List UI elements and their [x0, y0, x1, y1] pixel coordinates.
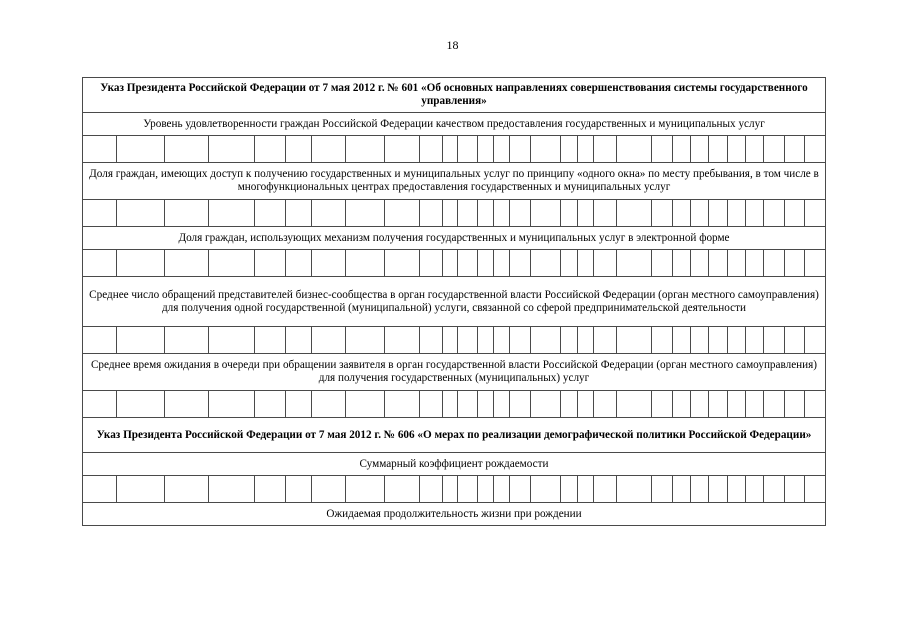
empty-cell	[443, 476, 458, 502]
empty-cell	[458, 476, 477, 502]
empty-cell	[286, 200, 312, 226]
empty-cell	[652, 476, 673, 502]
empty-cell	[510, 476, 531, 502]
empty-cells	[83, 391, 825, 417]
empty-cell	[286, 136, 312, 162]
empty-cell	[578, 200, 594, 226]
empty-cell	[785, 476, 805, 502]
empty-cell	[346, 327, 385, 353]
empty-cell	[165, 476, 209, 502]
empty-cell	[312, 136, 346, 162]
empty-cell	[691, 200, 709, 226]
empty-cell	[478, 250, 494, 276]
empty-cell	[458, 136, 477, 162]
empty-cell	[443, 250, 458, 276]
empty-cell	[286, 327, 312, 353]
empty-data-row	[83, 136, 826, 163]
empty-cell	[785, 391, 805, 417]
empty-cell	[458, 250, 477, 276]
indicator-life-expectancy: Ожидаемая продолжительность жизни при рождении	[83, 503, 826, 526]
empty-cell	[578, 136, 594, 162]
empty-cell	[443, 391, 458, 417]
empty-cell	[209, 136, 255, 162]
empty-cell	[594, 391, 617, 417]
empty-cell	[510, 391, 531, 417]
empty-cell	[209, 391, 255, 417]
empty-cells	[83, 200, 825, 226]
empty-cell	[286, 250, 312, 276]
empty-cells	[83, 476, 825, 502]
empty-cell	[764, 200, 784, 226]
empty-cell	[673, 391, 691, 417]
empty-cell	[617, 250, 652, 276]
empty-cell	[385, 136, 419, 162]
empty-cell	[594, 136, 617, 162]
empty-cell	[805, 391, 825, 417]
empty-cell	[346, 200, 385, 226]
empty-cell	[652, 250, 673, 276]
empty-cell	[709, 327, 728, 353]
empty-cell	[673, 327, 691, 353]
empty-cell	[746, 327, 765, 353]
empty-cell	[478, 136, 494, 162]
empty-cell	[443, 327, 458, 353]
empty-cell	[83, 250, 117, 276]
empty-cell	[312, 476, 346, 502]
empty-cell	[673, 476, 691, 502]
empty-cell	[578, 327, 594, 353]
empty-cell	[561, 327, 578, 353]
empty-cell	[494, 250, 510, 276]
empty-cell	[728, 250, 746, 276]
empty-cell	[561, 250, 578, 276]
empty-data-row	[83, 391, 826, 418]
empty-cells	[83, 327, 825, 353]
empty-cell	[165, 327, 209, 353]
empty-data-row	[83, 327, 826, 354]
empty-cell	[165, 391, 209, 417]
empty-cell	[420, 136, 444, 162]
indicator-queue-time: Среднее время ожидания в очереди при обращении заявителя в орган государственной власти Российской Федерации (орган местного самоуправления) для получения государственных (муниципальных) услуг	[83, 354, 826, 391]
empty-cell	[165, 136, 209, 162]
empty-cell	[561, 136, 578, 162]
empty-cell	[764, 391, 784, 417]
empty-cell	[691, 136, 709, 162]
empty-cell	[561, 200, 578, 226]
empty-cell	[478, 391, 494, 417]
empty-cell	[652, 391, 673, 417]
empty-cell	[494, 327, 510, 353]
empty-cell	[746, 136, 765, 162]
empty-cell	[785, 136, 805, 162]
empty-cell	[420, 250, 444, 276]
empty-cell	[673, 250, 691, 276]
empty-cell	[531, 250, 561, 276]
empty-cell	[494, 391, 510, 417]
empty-cell	[420, 327, 444, 353]
empty-cell	[117, 200, 165, 226]
empty-cell	[83, 200, 117, 226]
indicators-table	[82, 77, 826, 526]
empty-cell	[478, 200, 494, 226]
empty-cell	[312, 327, 346, 353]
empty-cell	[420, 200, 444, 226]
empty-cell	[764, 250, 784, 276]
empty-cell	[673, 136, 691, 162]
empty-cell	[594, 200, 617, 226]
empty-cell	[578, 391, 594, 417]
empty-cell	[561, 391, 578, 417]
decree-title-606: Указ Президента Российской Федерации от 7 мая 2012 г. № 606 «О мерах по реализации демографической политики Российской Федерации»	[83, 418, 826, 453]
empty-cell	[531, 391, 561, 417]
empty-cell	[117, 250, 165, 276]
empty-cell	[255, 327, 287, 353]
empty-cell	[346, 476, 385, 502]
empty-cell	[531, 327, 561, 353]
empty-cell	[443, 136, 458, 162]
empty-cell	[478, 476, 494, 502]
empty-cell	[312, 200, 346, 226]
empty-data-row	[83, 200, 826, 227]
empty-cell	[594, 250, 617, 276]
empty-cell	[709, 476, 728, 502]
empty-cell	[117, 327, 165, 353]
indicator-satisfaction: Уровень удовлетворенности граждан Российской Федерации качеством предоставления государственных и муниципальных услуг	[83, 113, 826, 136]
empty-cell	[255, 250, 287, 276]
empty-cell	[209, 476, 255, 502]
decree-title-601: Указ Президента Российской Федерации от 7 мая 2012 г. № 601 «Об основных направлениях совершенствования системы государственного управления»	[83, 78, 826, 113]
empty-cell	[746, 391, 765, 417]
empty-cell	[764, 327, 784, 353]
empty-cell	[83, 136, 117, 162]
empty-cell	[764, 136, 784, 162]
empty-cells	[83, 136, 825, 162]
empty-cell	[617, 200, 652, 226]
empty-cell	[494, 200, 510, 226]
empty-cell	[531, 200, 561, 226]
empty-cell	[117, 476, 165, 502]
empty-cell	[494, 136, 510, 162]
empty-data-row	[83, 476, 826, 503]
empty-cell	[746, 200, 765, 226]
empty-cell	[83, 391, 117, 417]
empty-cell	[709, 391, 728, 417]
empty-cell	[420, 391, 444, 417]
empty-cell	[785, 200, 805, 226]
empty-cell	[286, 476, 312, 502]
empty-cell	[165, 250, 209, 276]
empty-cell	[346, 250, 385, 276]
empty-cell	[728, 136, 746, 162]
empty-cell	[805, 327, 825, 353]
empty-cell	[617, 391, 652, 417]
empty-cell	[346, 136, 385, 162]
empty-cell	[728, 200, 746, 226]
empty-cell	[652, 327, 673, 353]
empty-cell	[510, 250, 531, 276]
empty-cells	[83, 250, 825, 276]
empty-cell	[617, 136, 652, 162]
empty-cell	[346, 391, 385, 417]
empty-cell	[805, 136, 825, 162]
empty-cell	[578, 476, 594, 502]
empty-cell	[805, 250, 825, 276]
empty-cell	[385, 391, 419, 417]
indicator-one-window: Доля граждан, имеющих доступ к получению государственных и муниципальных услуг по принципу «одного окна» по месту пребывания, в том числе в многофункциональных центрах предоставления государственных и муниципальных услуг	[83, 163, 826, 200]
empty-cell	[652, 136, 673, 162]
empty-cell	[255, 200, 287, 226]
empty-cell	[785, 250, 805, 276]
indicator-business-visits: Среднее число обращений представителей бизнес-сообщества в орган государственной власти Российской Федерации (орган местного самоуправления) для получения одной государственной (муниципальной) услуги, связанной со сферой предпринимательской деятельности	[83, 277, 826, 327]
empty-cell	[805, 476, 825, 502]
empty-cell	[594, 476, 617, 502]
empty-cell	[117, 391, 165, 417]
empty-cell	[286, 391, 312, 417]
empty-cell	[531, 136, 561, 162]
empty-cell	[510, 327, 531, 353]
indicator-fertility-rate: Суммарный коэффициент рождаемости	[83, 453, 826, 476]
empty-cell	[531, 476, 561, 502]
empty-cell	[785, 327, 805, 353]
empty-data-row	[83, 250, 826, 277]
empty-cell	[209, 200, 255, 226]
page-number: 18	[446, 38, 459, 52]
indicator-electronic: Доля граждан, использующих механизм получения государственных и муниципальных услуг в электронной форме	[83, 227, 826, 250]
empty-cell	[478, 327, 494, 353]
empty-cell	[728, 327, 746, 353]
empty-cell	[561, 476, 578, 502]
empty-cell	[691, 250, 709, 276]
empty-cell	[312, 250, 346, 276]
empty-cell	[709, 136, 728, 162]
empty-cell	[510, 200, 531, 226]
empty-cell	[458, 327, 477, 353]
empty-cell	[728, 476, 746, 502]
empty-cell	[594, 327, 617, 353]
empty-cell	[420, 476, 444, 502]
empty-cell	[709, 200, 728, 226]
empty-cell	[83, 327, 117, 353]
empty-cell	[728, 391, 746, 417]
empty-cell	[494, 476, 510, 502]
empty-cell	[709, 250, 728, 276]
empty-cell	[255, 136, 287, 162]
empty-cell	[510, 136, 531, 162]
empty-cell	[578, 250, 594, 276]
empty-cell	[746, 476, 765, 502]
empty-cell	[165, 200, 209, 226]
empty-cell	[443, 200, 458, 226]
empty-cell	[255, 476, 287, 502]
empty-cell	[312, 391, 346, 417]
empty-cell	[691, 327, 709, 353]
empty-cell	[385, 250, 419, 276]
empty-cell	[117, 136, 165, 162]
empty-cell	[764, 476, 784, 502]
empty-cell	[385, 200, 419, 226]
empty-cell	[385, 476, 419, 502]
empty-cell	[617, 327, 652, 353]
empty-cell	[255, 391, 287, 417]
empty-cell	[385, 327, 419, 353]
empty-cell	[805, 200, 825, 226]
empty-cell	[458, 391, 477, 417]
empty-cell	[652, 200, 673, 226]
empty-cell	[746, 250, 765, 276]
empty-cell	[691, 391, 709, 417]
empty-cell	[673, 200, 691, 226]
empty-cell	[209, 250, 255, 276]
empty-cell	[617, 476, 652, 502]
empty-cell	[209, 327, 255, 353]
empty-cell	[83, 476, 117, 502]
empty-cell	[691, 476, 709, 502]
empty-cell	[458, 200, 477, 226]
